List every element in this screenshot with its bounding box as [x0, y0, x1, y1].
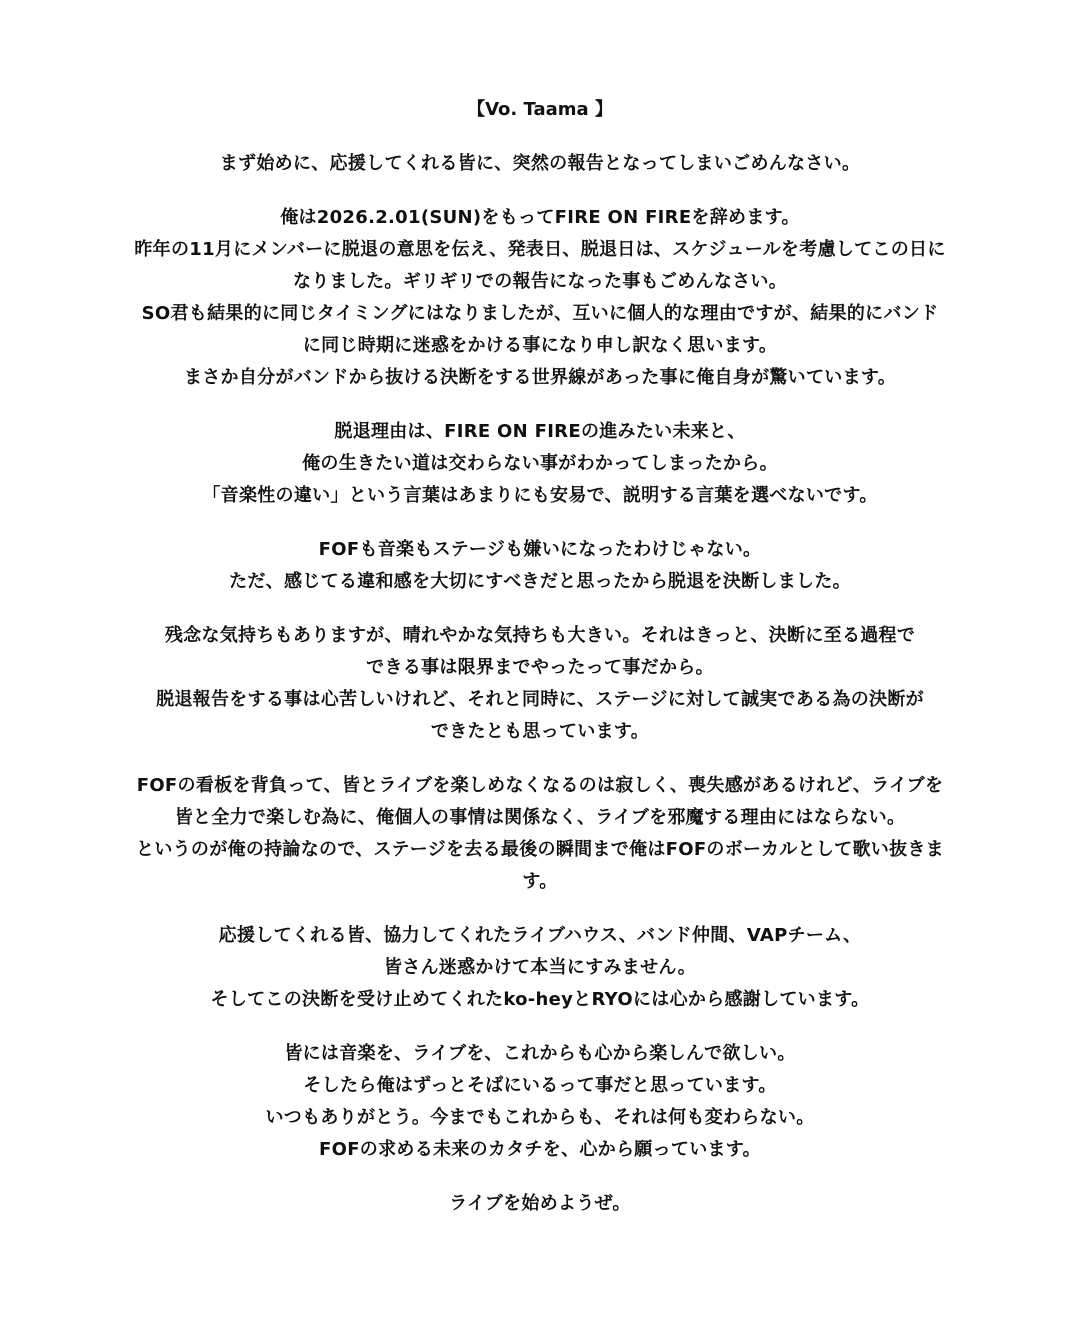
paragraph-decision: [0, 620, 1080, 748]
paragraph-thanks: [0, 920, 1080, 1016]
text-line: 「音楽性の違い」という言葉はあまりにも安易で、説明する言葉を選べないです。: [202, 485, 878, 506]
text-line: 昨年の11月にメンバーに脱退の意思を伝え、発表日、脱退日は、スケジュールを考慮してこの日に: [134, 239, 946, 260]
text-line: そしたら俺はずっとそばにいるって事だと思っています。: [303, 1075, 777, 1096]
text-line: 俺は2026.2.01(SUN)をもってFIRE ON FIREを辞めます。: [280, 207, 800, 228]
text-line: そしてこの決断を受け止めてくれたko-heyとRYOには心から感謝しています。: [210, 989, 870, 1010]
text-line: できたとも思っています。: [430, 721, 650, 742]
text-line: 俺の生きたい道は交わらない事がわかってしまったから。: [302, 453, 778, 474]
text-line: SO君も結果的に同じタイミングにはなりましたが、互いに個人的な理由ですが、結果的にバンド: [141, 303, 939, 324]
text-line: す。: [522, 871, 558, 892]
paragraph-apology: [0, 148, 1080, 180]
paragraph-departure-announcement: [0, 202, 1080, 394]
text-line: 皆さん迷惑かけて本当にすみません。: [383, 957, 697, 978]
text-line: 脱退報告をする事は心苦しいけれど、それと同時に、ステージに対して誠実である為の決断が: [156, 689, 924, 710]
text-line: FOFの看板を背負って、皆とライブを楽しめなくなるのは寂しく、喪失感があるけれど、ライブを: [136, 775, 944, 796]
text-line: 応援してくれる皆、協力してくれたライブハウス、バンド仲間、VAPチーム、: [218, 925, 862, 946]
text-line: ただ、感じてる違和感を大切にすべきだと思ったから脱退を決断しました。: [229, 571, 851, 592]
text-line: 脱退理由は、FIRE ON FIREの進みたい未来と、: [334, 421, 746, 442]
announcement-document: [0, 94, 1080, 1242]
document-title: 【Vo. Taama 】: [467, 99, 613, 120]
text-line: 皆と全力で楽しむ為に、俺個人の事情は関係なく、ライブを邪魔する理由にはならない。: [174, 807, 906, 828]
text-line: というのが俺の持論なので、ステージを去る最後の瞬間まで俺はFOFのボーカルとして歌い抜きま: [136, 839, 944, 860]
paragraph-feelings: [0, 534, 1080, 598]
text-line: ライブを始めようぜ。: [449, 1193, 631, 1214]
text-line: FOFの求める未来のカタチを、心から願っています。: [319, 1139, 761, 1160]
paragraph-final-shows: [0, 770, 1080, 898]
text-line: FOFも音楽もステージも嫌いになったわけじゃない。: [318, 539, 762, 560]
paragraph-closing: [0, 1188, 1080, 1220]
text-line: まさか自分がバンドから抜ける決断をする世界線があった事に俺自身が驚いています。: [183, 367, 897, 388]
text-line: 皆には音楽を、ライブを、これからも心から楽しんで欲しい。: [284, 1043, 796, 1064]
text-line: できる事は限界までやったって事だから。: [366, 657, 714, 678]
text-line: まず始めに、応援してくれる皆に、突然の報告となってしまいごめんなさい。: [219, 153, 861, 174]
text-line: に同じ時期に迷惑をかける事になり申し訳なく思います。: [302, 335, 778, 356]
paragraph-message-to-fans: [0, 1038, 1080, 1166]
text-line: いつもありがとう。今までもこれからも、それは何も変わらない。: [265, 1107, 815, 1128]
text-line: 残念な気持ちもありますが、晴れやかな気持ちも大きい。それはきっと、決断に至る過程で: [164, 625, 916, 646]
paragraph-reason: [0, 416, 1080, 512]
text-line: なりました。ギリギリでの報告になった事もごめんなさい。: [292, 271, 788, 292]
